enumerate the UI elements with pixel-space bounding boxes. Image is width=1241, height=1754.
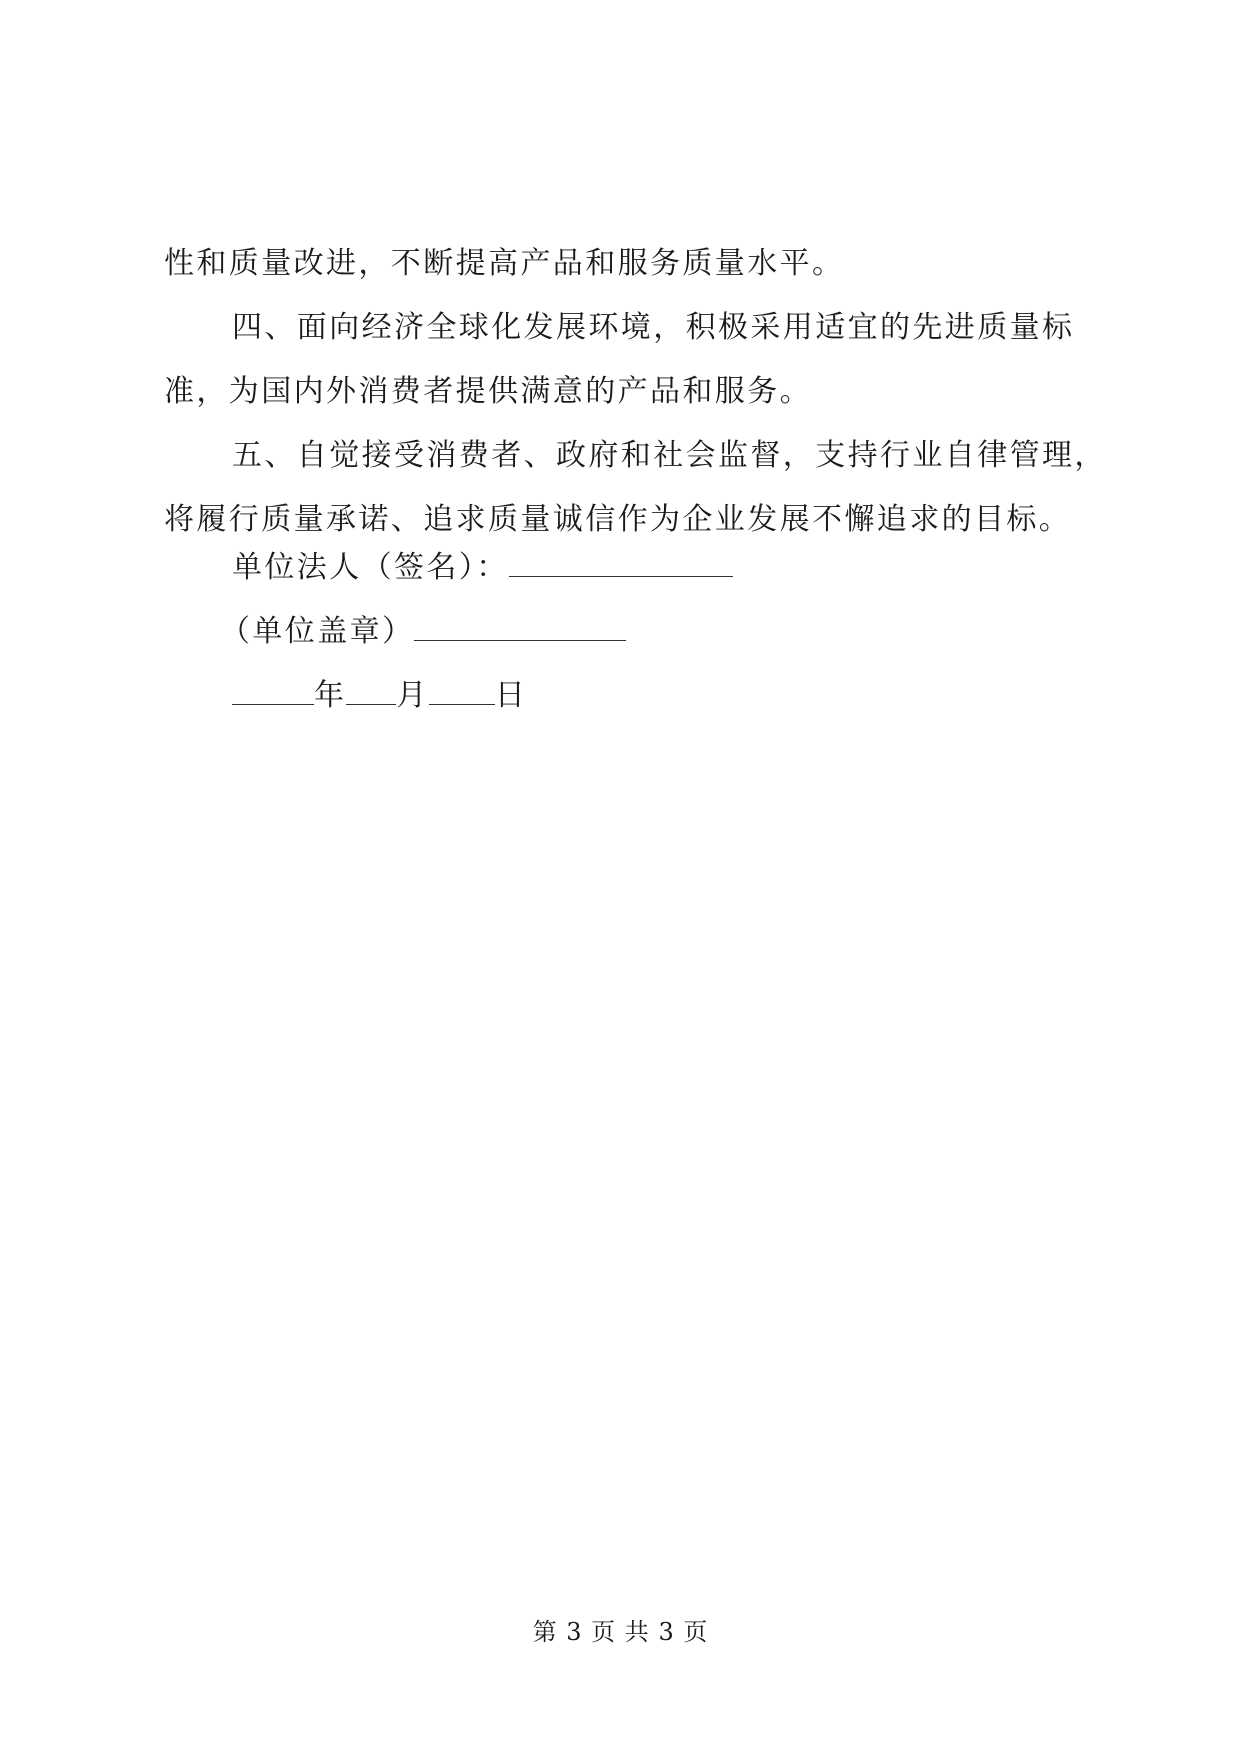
signature-blank[interactable]	[509, 554, 733, 577]
day-blank[interactable]	[429, 682, 495, 705]
seal-label: （单位盖章）	[220, 614, 415, 649]
paragraph-line: 性和质量改进，不断提高产品和服务质量水平。	[164, 246, 845, 281]
paragraph-five-line-1: 五、自觉接受消费者、政府和社会监督，支持行业自律管理，	[232, 438, 1107, 473]
paragraph-five-line-2: 将履行质量承诺、追求质量诚信作为企业发展不懈追求的目标。	[164, 502, 1072, 537]
paragraph-four-line-1: 四、面向经济全球化发展环境，积极采用适宜的先进质量标	[232, 310, 1075, 345]
signature-label: 单位法人（签名）：	[232, 550, 509, 585]
seal-row	[220, 600, 733, 664]
day-label: 日	[494, 678, 528, 713]
document-body	[164, 232, 1107, 552]
month-blank[interactable]	[346, 682, 396, 705]
signature-row	[232, 536, 733, 600]
date-row	[232, 664, 733, 728]
page-number-footer: 第 3 页 共 3 页	[532, 1618, 709, 1646]
year-label: 年	[314, 678, 347, 713]
signature-block	[220, 536, 733, 728]
paragraph-four-line-2: 准，为国内外消费者提供满意的产品和服务。	[164, 374, 812, 409]
month-label: 月	[396, 678, 429, 713]
seal-blank[interactable]	[414, 618, 626, 641]
year-blank[interactable]	[232, 682, 314, 705]
